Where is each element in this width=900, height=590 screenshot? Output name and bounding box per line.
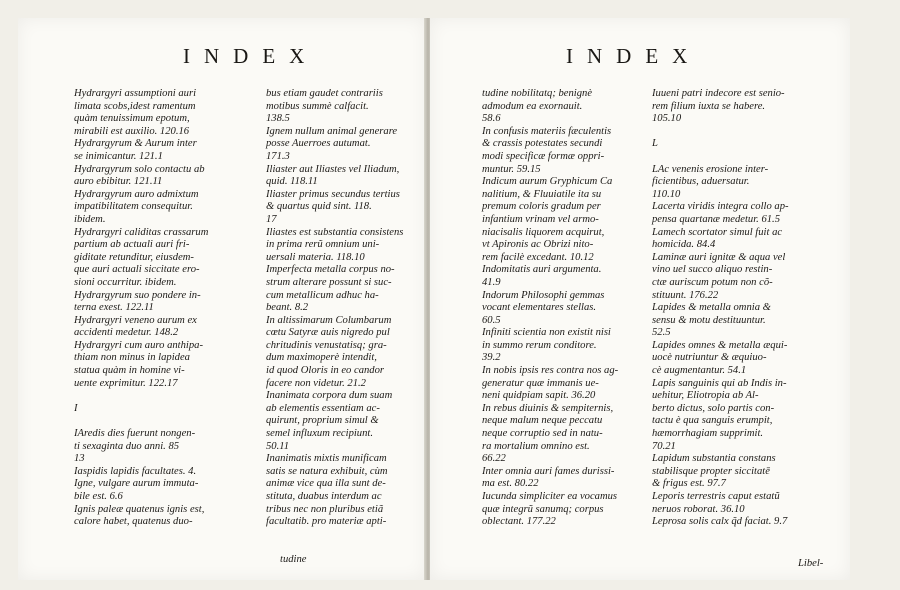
- catchword: Libel-: [798, 558, 824, 569]
- index-column-2: Iuueni patri indecore est senio- rem filium iuxta se habere. 105.10 L LAc venenis erosione inter- ficientibus, aduersatur. 110.10 Lacerta viridis integra collo ap- pensa quartanæ medetur. 61.5 Lamech scortator simul fuit ac homicida. 84.4 Laminæ auri ignitæ & aqua vel vino uel succo aliquo restin- ctæ auriscum potum non cõ- stituunt. 176.22 Lapides & metalla omnia & sensu & motu destituuntur. 52.5 Lapides omnes & metalla æqui- uocè nutriuntur & æquiuo- cè augmentantur. 54.1 Lapis sanguinis qui ab Indis in- uehitur, Eliotropia ab Al- berto dictus, solo partis con- tactu è qua sanguis erumpit, hæmorrhagiam supprimit. 70.21 Lapidum substantia constans stabilisque propter siccitatē & frigus est. 97.7 Leporis terrestris caput estatũ neruos roborat. 36.10 Leprosa solis calx q̃d faciat. 9.7: [652, 88, 789, 528]
- page-header: INDEX: [183, 44, 319, 68]
- index-column-1: Hydrargyri assumptioni auri limata scobs,idest ramentum quàm tenuissimum epotum, mirabili est auxilio. 120.16 Hydrargyrum & Aurum inter se inimicantur. 121.1 Hydrargyrum solo contactu ab auro ebibitur. 121.11 Hydrargyrum auro admixtum impatibilitatem consequitur. ibidem. Hydrargyri caliditas crassarum partium ab actuali auri fri- giditate retunditur, eiusdem- que auri actuali siccitate ero- sioni occurritur. ibidem. Hydrargyrum suo pondere in- terna exest. 122.11 Hydrargyri veneno aurum ex accidenti medetur. 148.2 Hydrargyri cum auro anthipa- thiam non minus in lapidea statua quàm in homine vi- uente exprimitur. 122.17 I IAredis dies fuerunt nongen- ti sexaginta duo anni. 85 13 Iaspidis lapidis facultates. 4. Igne, vulgare aurum immuta- bile est. 6.6 Ignis paleæ quatenus ignis est, calore habet, quatenus duo-: [74, 88, 209, 528]
- right-page: [430, 18, 850, 580]
- catchword: tudine: [280, 554, 307, 565]
- left-page: [18, 18, 426, 580]
- page-header: INDEX: [566, 44, 702, 68]
- index-column-2: bus etiam gaudet contrariis motibus summè calfacit. 138.5 Ignem nullum animal generare posse Auerroes autumat. 171.3 Iliaster aut Iliastes vel Iliadum, quid. 118.11 Iliaster primus secundus tertius & quartus quid sint. 118. 17 Iliastes est substantia consistens in prima rerũ omnium uni- uersali materia. 118.10 Imperfecta metalla corpus no- strum alterare possunt si suc- cum metallicum adhuc ha- beant. 8.2 In altissimarum Columbarum cœtu Satyræ auis nigredo pul chritudinis venustatisq; gra- dum maximoperè intendit, id quod Oloris in eo candor facere non videtur. 21.2 Inanimata corpora dum suam ab elementis essentiam ac- quirunt, proprium simul & semel influxum recipiunt. 50.11 Inanimatis mixtis munificam satis se natura exhibuit, cùm animæ vice qua illa sunt de- stituta, duabus interdum ac tribus nec non pluribus etiã facultatib. pro materiæ apti-: [266, 88, 404, 528]
- index-column-1: tudine nobilitatq; benignè admodum ea exornauit. 58.6 In confusis materiis fæculentis & crassis potestates secundi modi specificæ formæ oppri- muntur. 59.15 Indicum aurum Gryphicum Ca nalitium, & Fluuiatile ita su premum coloris gradum per infantium vrinam vel armo- niacisalis liquorem acquirut, vt Apironis ac Obrizi nito- rem facilè excedant. 10.12 Indomitatis auri argumenta. 41.9 Indorum Philosophi gemmas vocant elementares stellas. 60.5 Infiniti scientia non existit nisi in summo rerum conditore. 39.2 In nobis ipsis res contra nos ag- generatur quæ immanis ue- neni quidpiam sapit. 36.20 In rebus diuinis & sempiternis, neque malum neque peccatu neque corruptio sed in natu- ra mortalium omnino est. 66.22 Inter omnia auri fames durissi- ma est. 80.22 Iucunda simpliciter ea vocamus quæ integrũ sanumq; corpus oblectant. 177.22: [482, 88, 619, 528]
